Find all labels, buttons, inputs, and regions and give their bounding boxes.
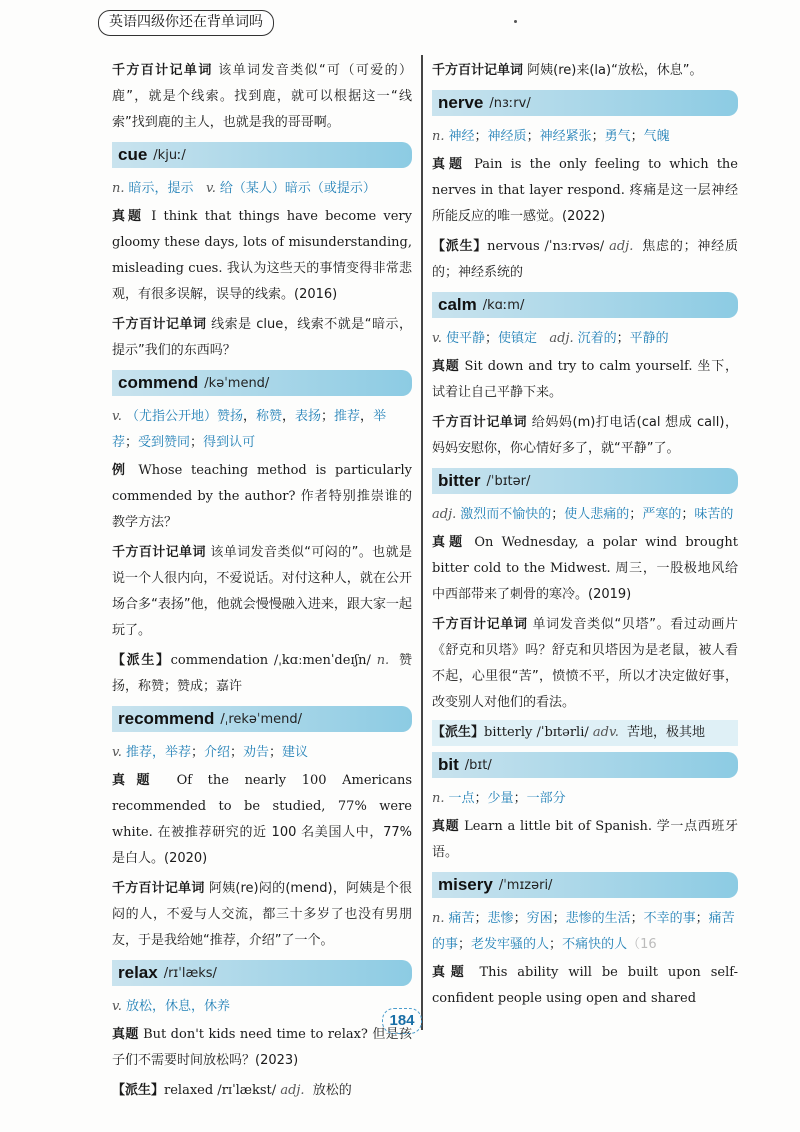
phonetic: /kəˈmend/ <box>204 375 270 391</box>
speck <box>514 20 517 23</box>
definitions: v. 推荐，举荐；介绍；劝告；建议 <box>112 745 309 760</box>
right-column <box>432 58 738 1016</box>
definitions: v. （尤指公开地）赞扬，称赞，表扬；推荐，举荐；受到赞同；得到认可 <box>112 409 387 450</box>
headword: commend <box>118 373 199 392</box>
memory-tip: 千方百计记单词 单词发音类似“贝塔”。看过动画片《舒克和贝塔》吗？舒克和贝塔因为是老鼠，被人看不起，心里很“苦”，愤愤不平，所以才决定做好事，改变别人对他们的看法。 <box>432 617 738 710</box>
derivative: 【派生】nervous /ˈnɜːrvəs/ adj. 焦虑的；神经质的；神经系统的 <box>432 239 738 280</box>
headword: recommend <box>118 709 215 728</box>
phonetic: /nɜːrv/ <box>489 95 531 111</box>
entry-header-relax <box>112 960 412 986</box>
memory-tip: 千方百计记单词 该单词发音类似“可（可爱的）鹿”，就是个线索。找到鹿，就可以根据这一“线索”找到鹿的主人，也就是我的哥哥啊。 <box>112 63 412 130</box>
exam-example: 真题 But don't kids need time to relax? 但是孩子们不需要时间放松吗？(2023) <box>112 1027 412 1068</box>
headword: nerve <box>438 93 484 112</box>
exam-example: 真题 Pain is the only feeling to which the nerves in that layer respond. 疼痛是这一层神经所能反应的唯一感觉。(2022) <box>432 157 738 224</box>
definitions: n. 神经；神经质；神经紧张；勇气；气魄 <box>432 129 670 144</box>
headword: relax <box>118 963 158 982</box>
definitions: n. 痛苦；悲惨；穷困；悲惨的生活；不幸的事；痛苦的事；老发牢骚的人；不痛快的人（16 <box>432 911 735 952</box>
headword: bit <box>438 755 459 774</box>
definitions: adj. 激烈而不愉快的；使人悲痛的；严寒的；味苦的 <box>432 507 734 522</box>
entry-header-commend <box>112 370 412 396</box>
phonetic: /bɪt/ <box>464 757 492 773</box>
entry-header-calm <box>432 292 738 318</box>
entry-header-nerve <box>432 90 738 116</box>
entry-header-bitter <box>432 468 738 494</box>
memory-tip: 千方百计记单词 阿姨(re)来(la)“放松，休息”。 <box>432 63 703 78</box>
memory-tip: 千方百计记单词 阿姨(re)闷的(mend)，阿姨是个很闷的人，不爱与人交流，都三十多岁了也没有男朋友，于是我给她“推荐，介绍”了一个。 <box>112 881 412 948</box>
definitions: n. 暗示，提示 v. 给（某人）暗示（或提示） <box>112 181 376 196</box>
headword: calm <box>438 295 477 314</box>
exam-example: 真题 Learn a little bit of Spanish. 学一点西班牙语。 <box>432 819 738 860</box>
exam-example: 真题 Sit down and try to calm yourself. 坐下，试着让自己平静下来。 <box>432 359 738 400</box>
page-number: 184 <box>382 1008 422 1034</box>
derivative: 【派生】relaxed /rɪˈlækst/ adj. 放松的 <box>112 1083 352 1098</box>
column-divider <box>421 55 423 1030</box>
phonetic: /ˌrekəˈmend/ <box>220 711 303 727</box>
exam-example: 真题 On Wednesday, a polar wind brought bitter cold to the Midwest. 周三，一股极地风给中西部带来了刺骨的寒冷。(2019) <box>432 535 738 602</box>
headword: cue <box>118 145 148 164</box>
example: 例 Whose teaching method is particularly commended by the author? 作者特别推崇谁的教学方法？ <box>112 463 412 530</box>
phonetic: /ˈbɪtər/ <box>486 473 531 489</box>
derivative: 【派生】bitterly /ˈbɪtərli/ adv. 苦地，极其地 <box>432 720 738 746</box>
entry-header-bit <box>432 752 738 778</box>
entry-header-cue <box>112 142 412 168</box>
book-title-tab <box>98 10 274 36</box>
phonetic: /kjuː/ <box>153 147 186 163</box>
left-column <box>112 58 412 1108</box>
entry-header-recommend <box>112 706 412 732</box>
memory-tip: 千方百计记单词 该单词发音类似“可闷的”。也就是说一个人很内向，不爱说话。对付这种人，就在公开场合多“表扬”他，他就会慢慢融入进来，跟大家一起玩了。 <box>112 545 412 638</box>
memory-tip: 千方百计记单词 线索是 clue，线索不就是“暗示，提示”我们的东西吗？ <box>112 317 412 358</box>
exam-example: 真题 I think that things have become very gloomy these days, lots of misunderstanding, misleading cues. 我认为这些天的事情变得非常悲观，有很多误解，误导的线索。(2016) <box>112 209 412 302</box>
definitions: n. 一点；少量；一部分 <box>432 791 566 806</box>
definitions: v. 放松，休息，休养 <box>112 999 230 1014</box>
phonetic: /rɪˈlæks/ <box>163 965 217 981</box>
exam-example: 真题 Of the nearly 100 Americans recommended to be studied, 77% were white. 在被推荐研究的近 100 名美国人中，77%是白人。(2020) <box>112 773 412 866</box>
definitions: v. 使平静；使镇定 adj. 沉着的；平静的 <box>432 331 669 346</box>
phonetic: /ˈmɪzəri/ <box>498 877 553 893</box>
phonetic: /kɑːm/ <box>482 297 525 313</box>
memory-tip: 千方百计记单词 给妈妈(m)打电话(cal 想成 call)，妈妈安慰你，你心情好多了，就“平静”了。 <box>432 415 738 456</box>
entry-header-misery <box>432 872 738 898</box>
derivative: 【派生】commendation /ˌkɑːmenˈdeɪʃn/ n. 赞扬，称赞；赞成；嘉许 <box>112 653 412 694</box>
headword: bitter <box>438 471 481 490</box>
book-title: 英语四级你还在背单词吗 <box>109 14 263 30</box>
exam-example: 真题 This ability will be built upon self-confident people using open and shared <box>432 965 738 1006</box>
headword: misery <box>438 875 493 894</box>
